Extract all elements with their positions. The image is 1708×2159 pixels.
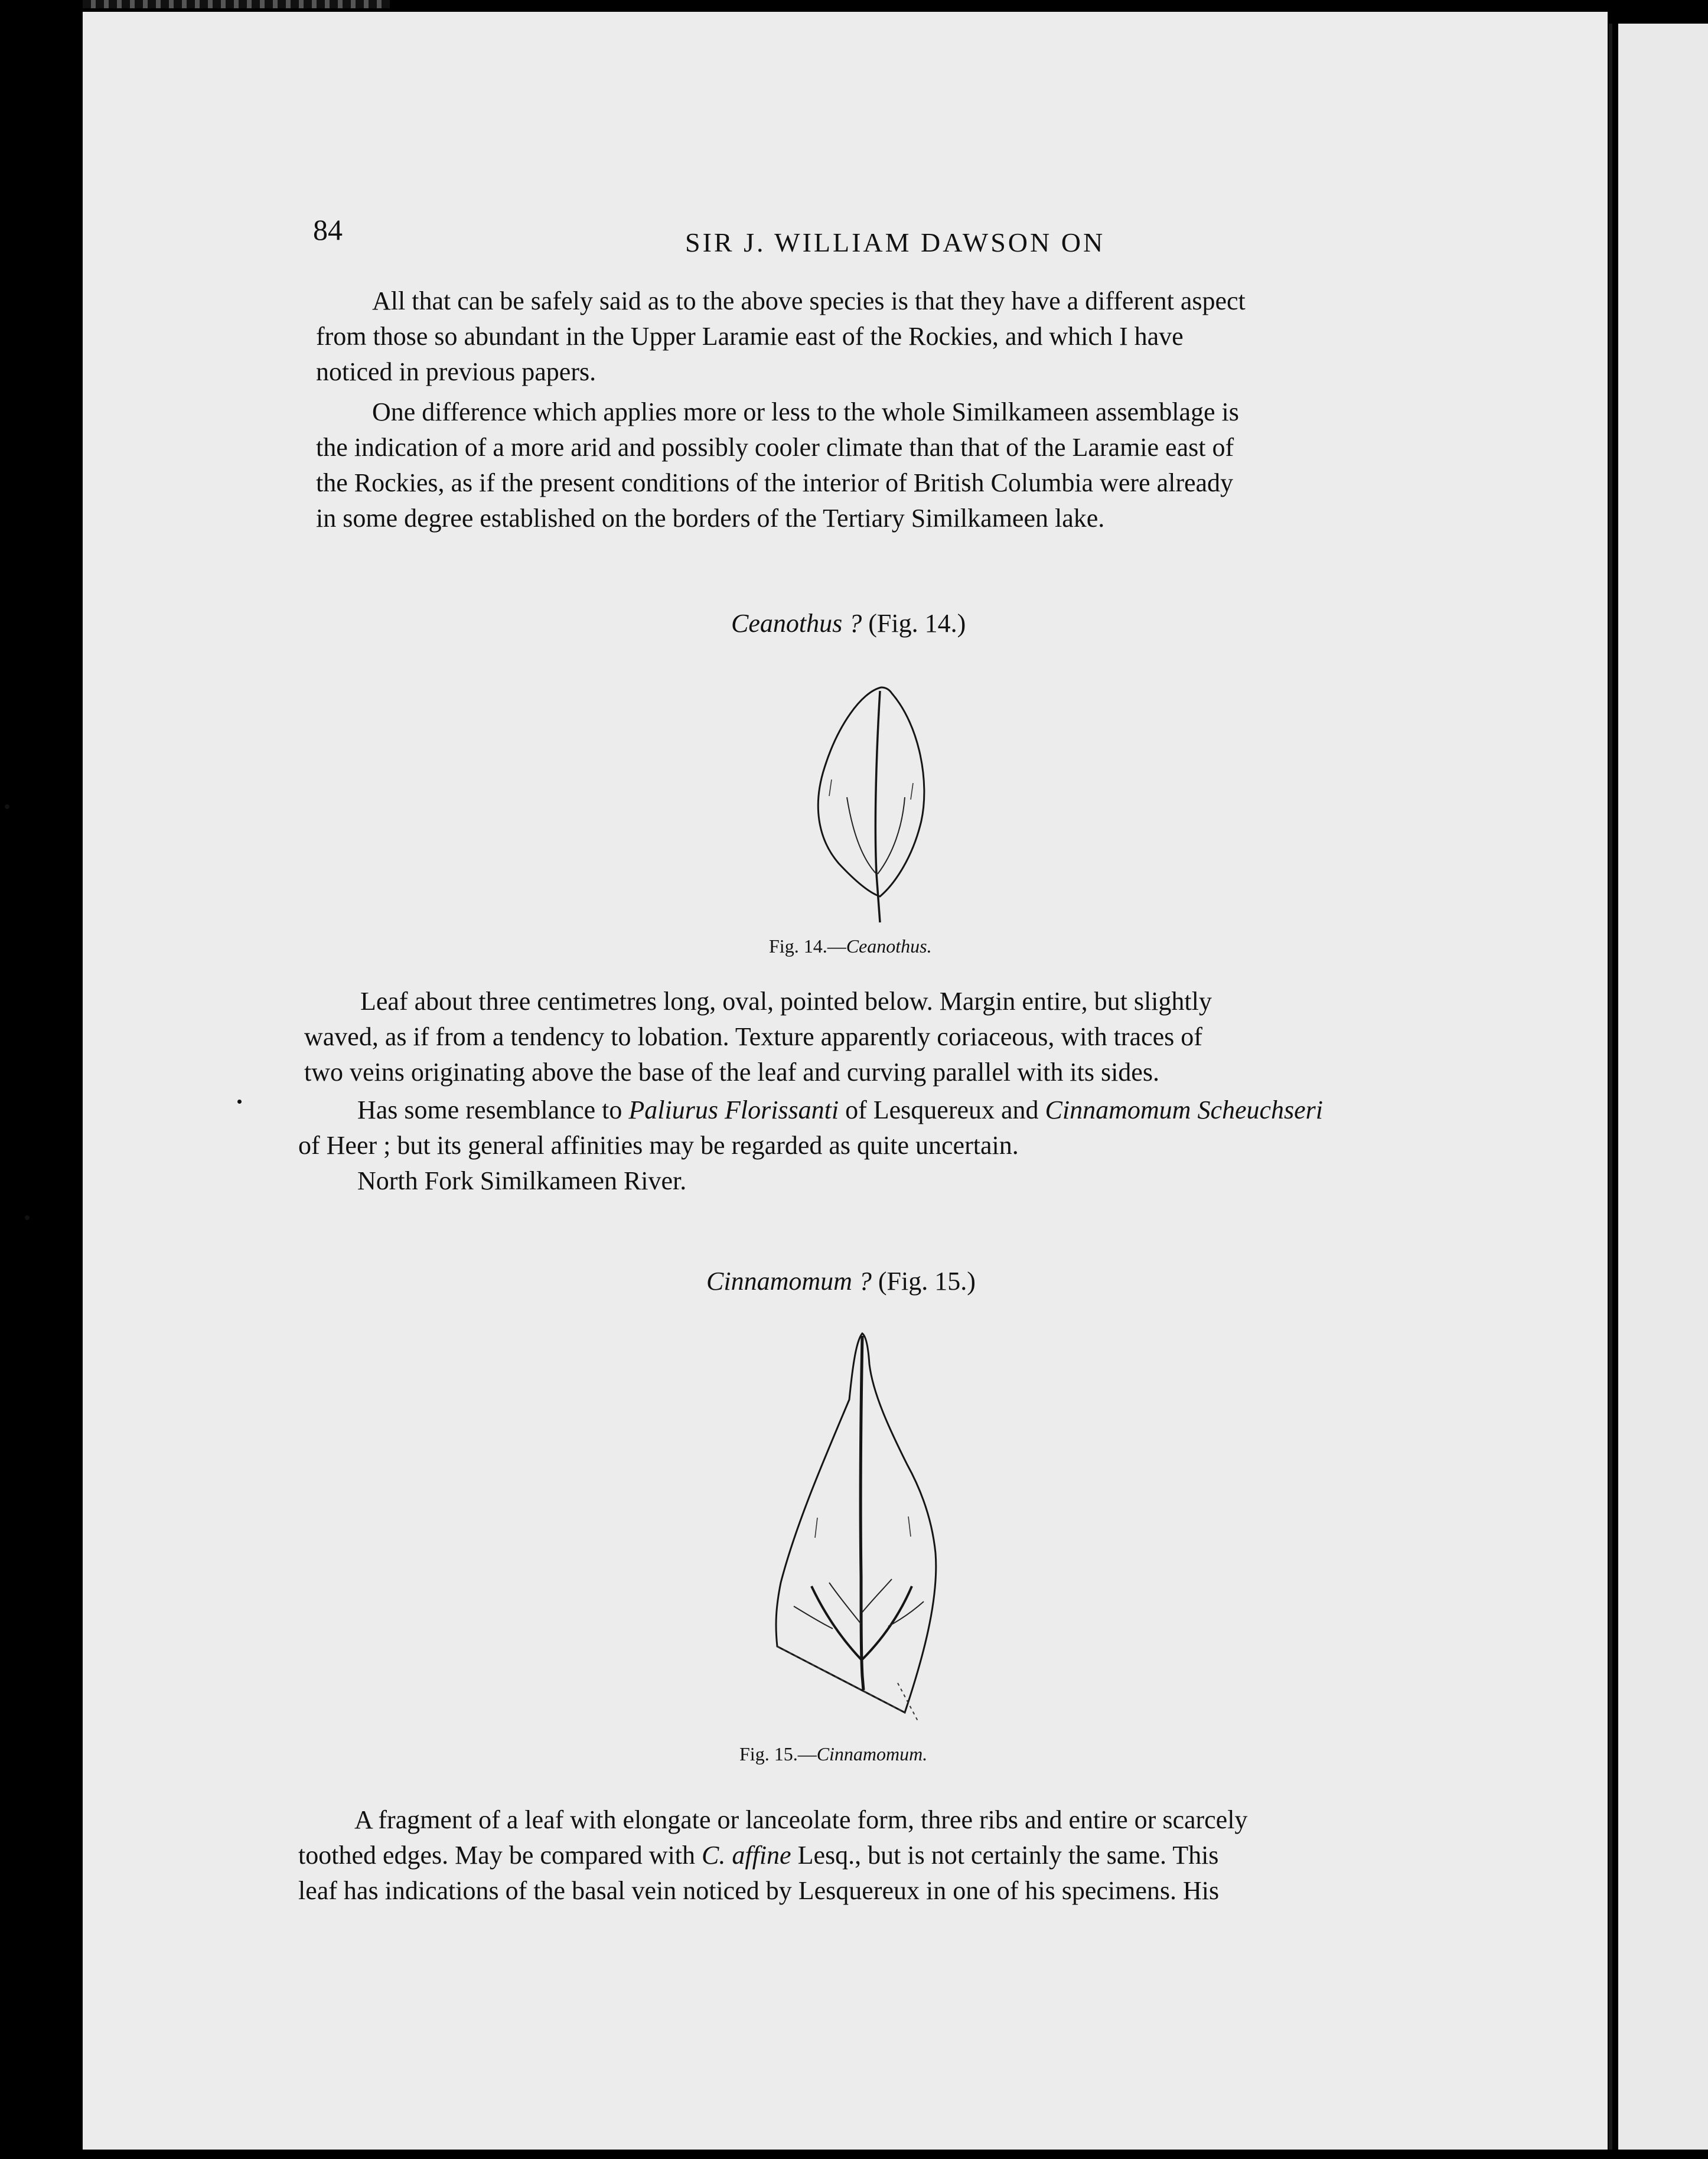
body-text-line: in some degree established on the borders of the Tertiary Similkameen lake. [316, 504, 1105, 533]
leaf-vein-stub [911, 783, 913, 800]
caption-genus: Ceanothus. [846, 935, 932, 957]
species-name: Paliurus Florissanti [628, 1095, 839, 1124]
text-run: toothed edges. May be compared with [298, 1841, 702, 1870]
caption-genus: Cinnamomum. [816, 1743, 928, 1765]
genus-name: Ceanothus ? [731, 609, 862, 638]
body-text-line: the indication of a more arid and possibly cooler climate than that of the Laramie east of [316, 433, 1234, 462]
body-text-line: waved, as if from a tendency to lobation. Texture apparently coriaceous, with traces of [304, 1022, 1202, 1051]
leaf-midrib [875, 691, 880, 922]
caption-label: Fig. 14.— [769, 935, 846, 957]
body-text-line [357, 1095, 1323, 1125]
body-text-line: two veins originating above the base of the leaf and curving parallel with its sides. [304, 1058, 1159, 1087]
leaf-midrib [860, 1336, 863, 1690]
body-text-line: One difference which applies more or less to the whole Similkameen assemblage is [372, 397, 1239, 426]
body-text-line: North Fork Similkameen River. [357, 1166, 687, 1195]
figure-15-caption [739, 1743, 927, 1765]
scan-speck [25, 1215, 30, 1220]
leaf-stalk-break [898, 1683, 918, 1721]
text-run: Has some resemblance to [357, 1095, 629, 1124]
text-run: of Lesquereux and [839, 1095, 1045, 1124]
body-text-line [298, 1840, 1218, 1870]
leaf-outline [818, 687, 924, 896]
body-text-line: the Rockies, as if the present conditions of the interior of British Columbia were already [316, 468, 1234, 497]
leaf-secondary-vein [829, 1583, 861, 1624]
figure-15-cinnamomum-leaf-drawing [768, 1329, 957, 1742]
figure-reference: (Fig. 14.) [868, 609, 966, 638]
body-text-line: noticed in previous papers. [316, 357, 597, 386]
leaf-basal-rib [811, 1586, 861, 1659]
leaf-lateral-vein [878, 797, 905, 874]
body-text-line: All that can be safely said as to the above species is that they have a different aspect [372, 286, 1246, 315]
body-text-line: of Heer ; but its general affinities may be regarded as quite uncertain. [298, 1131, 1019, 1160]
body-text-line: leaf has indications of the basal vein noticed by Lesquereux in one of his specimens. His [298, 1876, 1220, 1905]
figure-14-caption [769, 935, 932, 957]
scan-edge-mark [83, 0, 390, 8]
body-text-line: from those so abundant in the Upper Laramie east of the Rockies, and which I have [316, 322, 1184, 351]
text-run: Lesq., but is not certainly the same. This [791, 1841, 1219, 1870]
scan-speck [237, 1100, 242, 1104]
leaf-secondary-vein [862, 1579, 892, 1612]
figure-14-ceanothus-leaf-drawing [803, 679, 945, 933]
genus-name: Cinnamomum ? [706, 1267, 872, 1296]
leaf-vein-stub [829, 780, 832, 796]
page-gutter-line [1609, 24, 1612, 2150]
figure-15-heading [706, 1266, 976, 1296]
species-name: Cinnamomum Scheuchseri [1045, 1095, 1324, 1124]
adjacent-page-strip [1618, 24, 1708, 2150]
body-text-line: A fragment of a leaf with elongate or lanceolate form, three ribs and entire or scarcely [354, 1805, 1248, 1834]
running-title: SIR J. WILLIAM DAWSON ON [685, 227, 1106, 257]
leaf-vein-stub [908, 1516, 911, 1537]
page-number: 84 [313, 213, 343, 246]
species-name: C. affine [702, 1841, 791, 1870]
leaf-vein-stub [815, 1518, 817, 1538]
figure-14-heading [731, 608, 966, 638]
figure-reference: (Fig. 15.) [878, 1267, 976, 1296]
leaf-basal-rib [862, 1586, 912, 1659]
scan-speck [5, 804, 9, 809]
body-text-line: Leaf about three centimetres long, oval, pointed below. Margin entire, but slightly [360, 987, 1212, 1016]
leaf-lateral-vein [847, 797, 876, 874]
leaf-secondary-vein [794, 1606, 833, 1629]
caption-label: Fig. 15.— [739, 1743, 817, 1765]
leaf-outline [776, 1333, 936, 1713]
